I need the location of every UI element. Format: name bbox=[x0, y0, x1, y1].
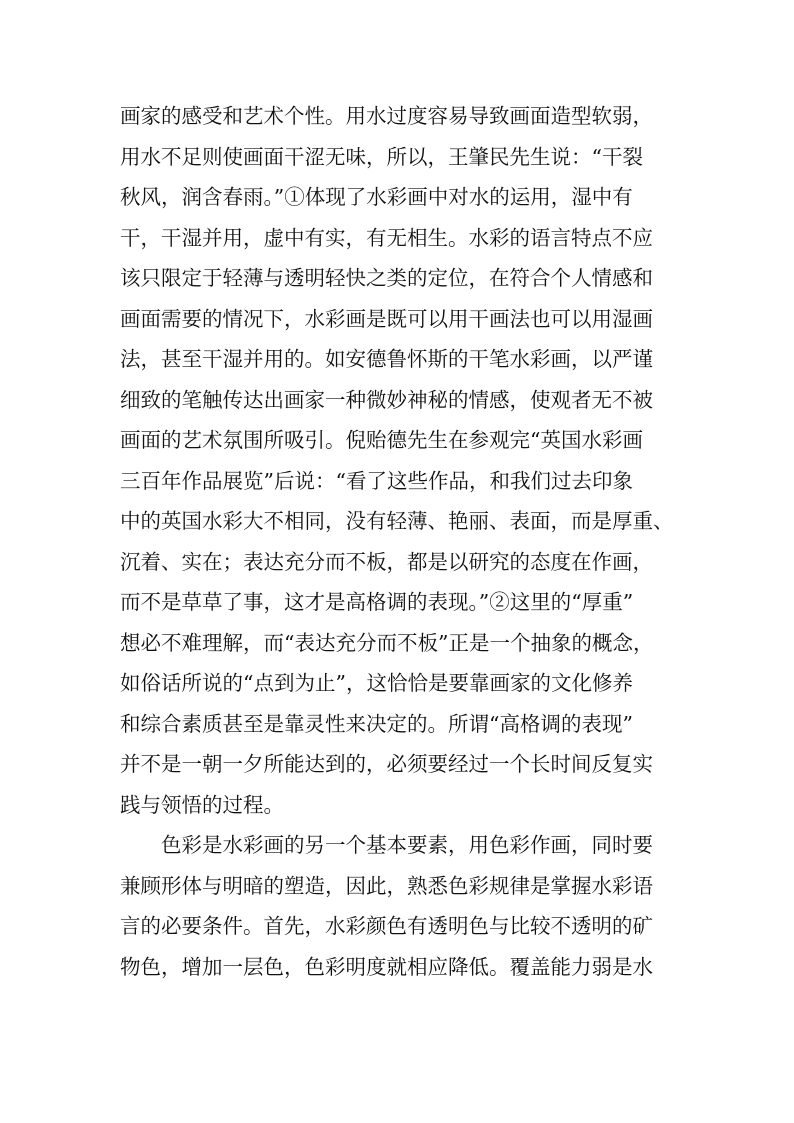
text-line: 该只限定于轻薄与透明轻快之类的定位，在符合个人情感和 bbox=[120, 266, 653, 290]
body-text bbox=[120, 96, 680, 987]
text-line: 细致的笔触传达出画家一种微妙神秘的情感，使观者无不被 bbox=[120, 387, 653, 412]
text-line: 画面需要的情况下，水彩画是既可以用干画法也可以用湿画 bbox=[120, 306, 653, 331]
text-line: 想必不难理解，而“表达充分而不板”正是一个抽象的概念， bbox=[120, 630, 654, 655]
text-line: 而不是草草了事，这才是高格调的表现。”②这里的“厚重” bbox=[120, 590, 634, 614]
text-line: 中的英国水彩大不相同，没有轻薄、艳丽、表面，而是厚重、 bbox=[120, 509, 674, 533]
text-line: 三百年作品展览”后说：“看了这些作品，和我们过去印象 bbox=[120, 468, 633, 493]
text-line: 沉着、实在；表达充分而不板，都是以研究的态度在作画， bbox=[120, 549, 653, 574]
text-line: 用水不足则使画面干涩无味，所以，王肇民先生说：“干裂 bbox=[120, 144, 643, 169]
text-line: 物色，增加一层色，色彩明度就相应降低。覆盖能力弱是水 bbox=[120, 954, 653, 979]
text-line: 并不是一朝一夕所能达到的，必须要经过一个长时间反复实 bbox=[120, 752, 653, 776]
text-line: 画家的感受和艺术个性。用水过度容易导致画面造型软弱， bbox=[120, 104, 653, 128]
text-line: 践与领悟的过程。 bbox=[120, 792, 284, 817]
text-line: 和综合素质甚至是靠灵性来决定的。所谓“高格调的表现” bbox=[120, 711, 633, 736]
text-line: 色彩是水彩画的另一个基本要素，用色彩作画，同时要 bbox=[161, 833, 653, 857]
text-line: 如俗话所说的“点到为止”，这恰恰是要靠画家的文化修养 bbox=[120, 671, 633, 695]
text-line: 秋风，润含春雨。”①体现了水彩画中对水的运用，湿中有 bbox=[120, 185, 633, 209]
text-line: 言的必要条件。首先，水彩颜色有透明色与比较不透明的矿 bbox=[120, 914, 653, 938]
text-line: 干，干湿并用，虚中有实，有无相生。水彩的语言特点不应 bbox=[120, 225, 653, 250]
text-line: 法，甚至干湿并用的。如安德鲁怀斯的干笔水彩画，以严谨 bbox=[120, 347, 653, 371]
text-line: 画面的艺术氛围所吸引。倪贻德先生在参观完“英国水彩画 bbox=[120, 428, 643, 452]
text-line: 兼顾形体与明暗的塑造，因此，熟悉色彩规律是掌握水彩语 bbox=[120, 873, 653, 898]
